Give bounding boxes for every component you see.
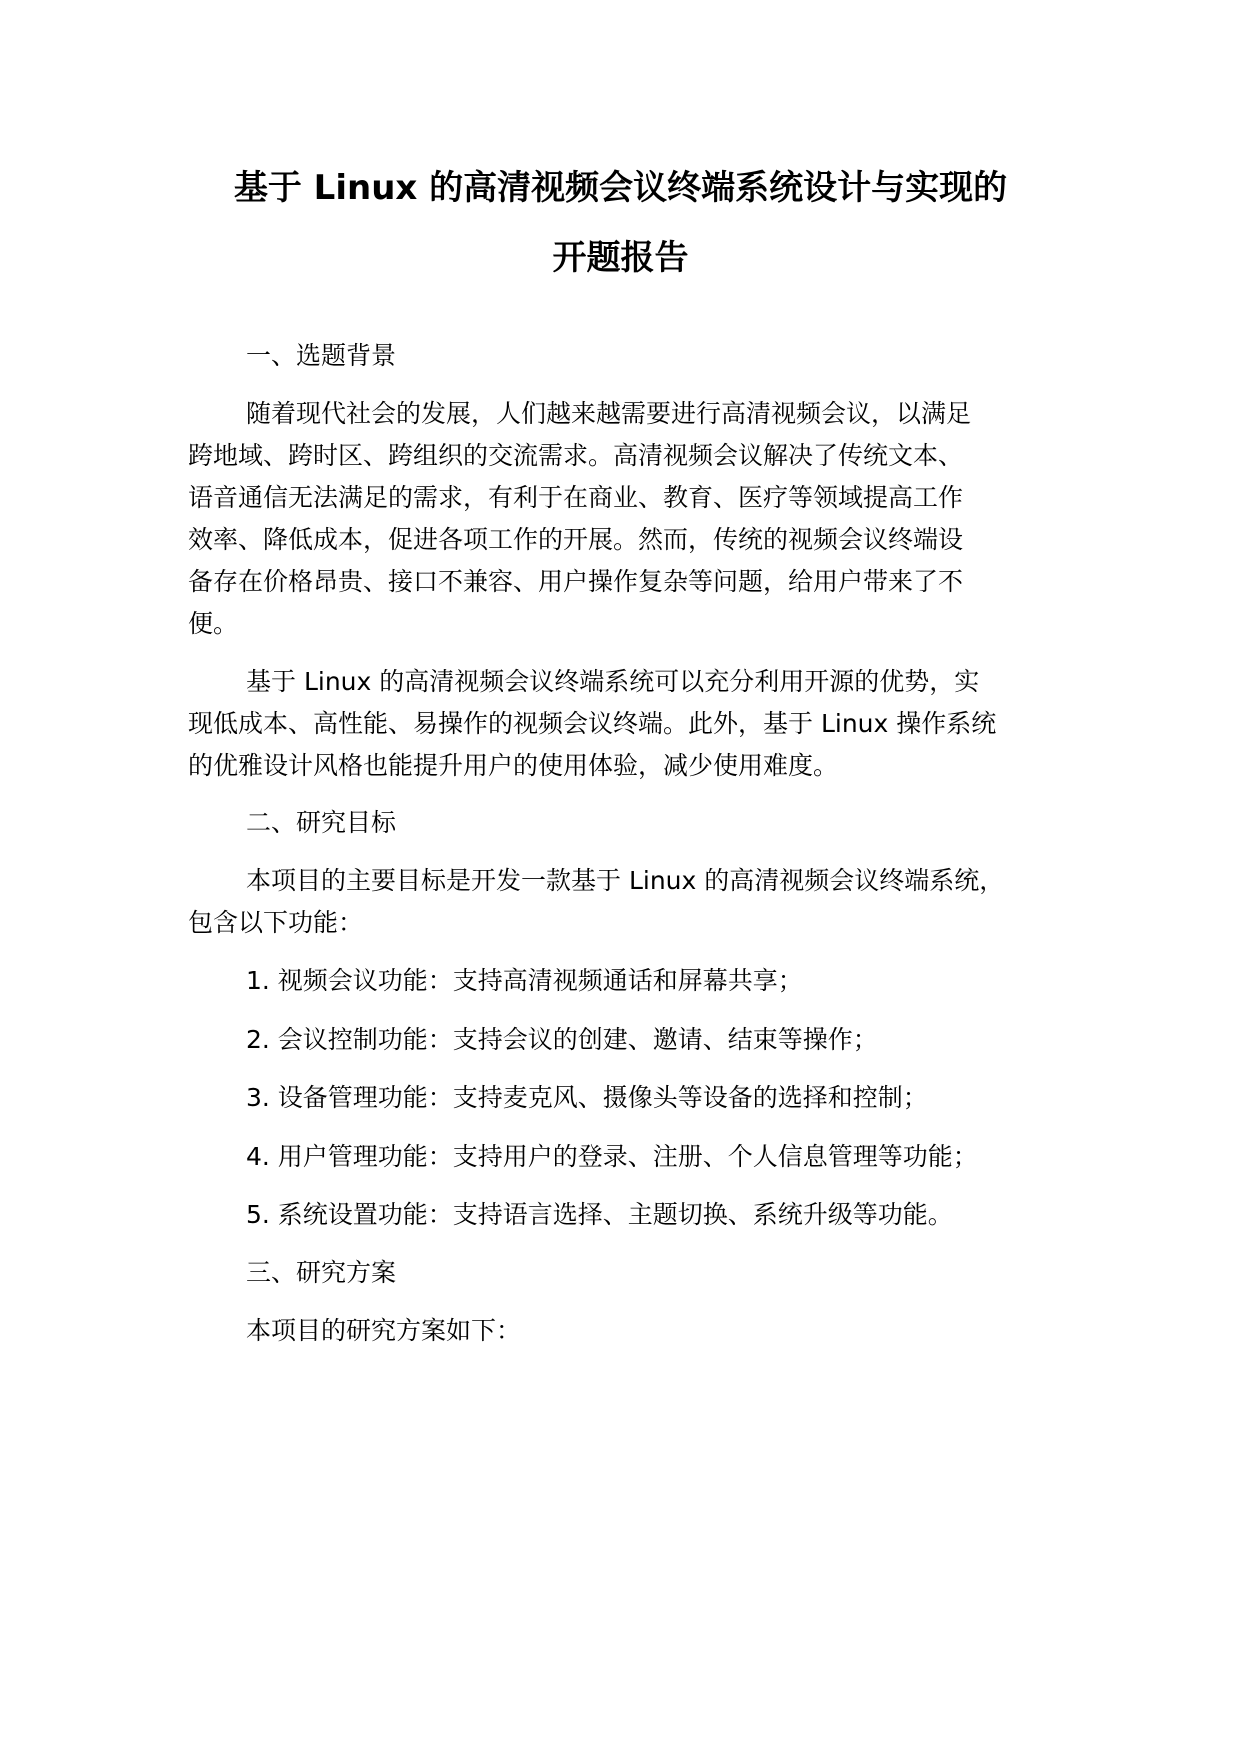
document-title-line-2: 开题报告 bbox=[552, 238, 689, 278]
section-heading-background: 一、选题背景 bbox=[246, 341, 397, 370]
list-item: 4. 用户管理功能：支持用户的登录、注册、个人信息管理等功能； bbox=[246, 1142, 978, 1171]
list-item: 2. 会议控制功能：支持会议的创建、邀请、结束等操作； bbox=[246, 1025, 878, 1054]
list-item: 3. 设备管理功能：支持麦克风、摄像头等设备的选择和控制； bbox=[246, 1083, 928, 1112]
paragraph-2-line-2: 现低成本、高性能、易操作的视频会议终端。此外，基于 Linux 操作系统 bbox=[188, 709, 997, 738]
paragraph-1-line-4: 效率、降低成本，促进各项工作的开展。然而，传统的视频会议终端设 bbox=[188, 525, 964, 554]
list-item: 5. 系统设置功能：支持语言选择、主题切换、系统升级等功能。 bbox=[246, 1200, 953, 1229]
document-title-line-1: 基于 Linux 的高清视频会议终端系统设计与实现的 bbox=[233, 168, 1008, 208]
paragraph-1-line-2: 跨地域、跨时区、跨组织的交流需求。高清视频会议解决了传统文本、 bbox=[188, 441, 964, 470]
paragraph-1-line-1: 随着现代社会的发展，人们越来越需要进行高清视频会议，以满足 bbox=[246, 399, 972, 428]
paragraph-2-line-1: 基于 Linux 的高清视频会议终端系统可以充分利用开源的优势，实 bbox=[246, 667, 980, 696]
section-heading-objectives: 二、研究目标 bbox=[246, 808, 397, 837]
paragraph-1-line-3: 语音通信无法满足的需求，有利于在商业、教育、医疗等领域提高工作 bbox=[188, 483, 964, 512]
paragraph-3-line-1: 本项目的主要目标是开发一款基于 Linux 的高清视频会议终端系统， bbox=[246, 866, 1005, 895]
paragraph-1-line-5: 备存在价格昂贵、接口不兼容、用户操作复杂等问题，给用户带来了不 bbox=[188, 567, 964, 596]
section-heading-plan: 三、研究方案 bbox=[246, 1258, 397, 1287]
list-item: 1. 视频会议功能：支持高清视频通话和屏幕共享； bbox=[246, 966, 803, 995]
paragraph-1-line-6: 便。 bbox=[188, 609, 239, 638]
paragraph-2-line-3: 的优雅设计风格也能提升用户的使用体验，减少使用难度。 bbox=[188, 751, 839, 780]
paragraph-3-line-2: 包含以下功能： bbox=[188, 908, 364, 937]
paragraph-4: 本项目的研究方案如下： bbox=[246, 1316, 522, 1345]
